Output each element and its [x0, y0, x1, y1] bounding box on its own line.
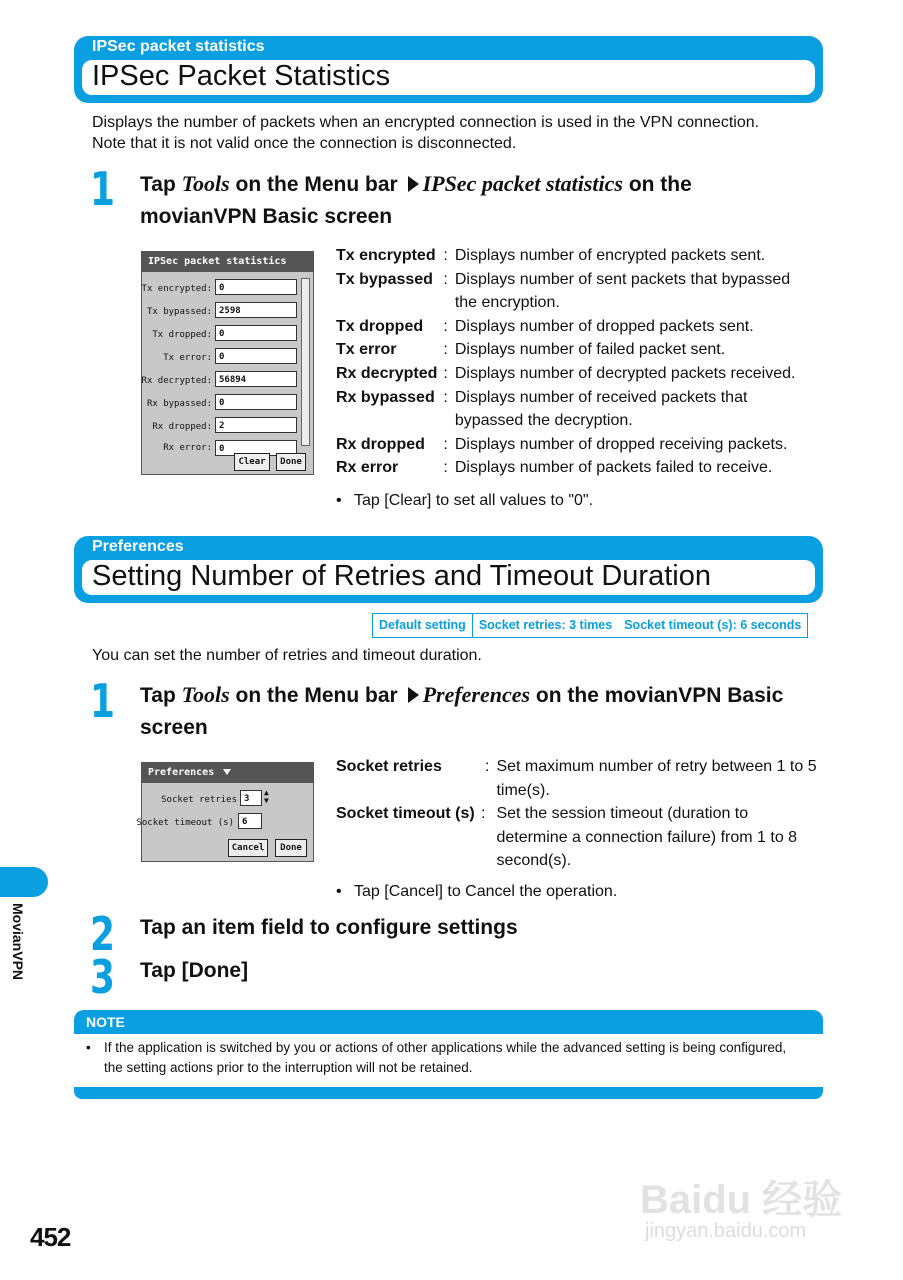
stat-row: Rx dropped:	[152, 422, 212, 432]
dropdown-arrow-icon[interactable]	[223, 769, 231, 775]
stat-field: 2	[215, 417, 297, 433]
def-row: Rx dropped : Displays number of dropped receiving packets.	[336, 435, 788, 453]
retries-field[interactable]: 3	[240, 790, 262, 806]
note-bullet: •	[86, 1040, 91, 1055]
stat-field: 0	[215, 440, 297, 456]
step-number: 1	[90, 162, 115, 216]
default-retries: Socket retries: 3 times	[478, 618, 613, 632]
step-number: 1	[90, 674, 115, 728]
note-header	[74, 1010, 823, 1034]
def-row: Rx error : Displays number of packets failed to receive.	[336, 459, 773, 477]
cancel-button[interactable]: Cancel	[228, 839, 268, 857]
stat-field: 0	[215, 279, 297, 295]
def-row: Socket retries : Set maximum number of retry between 1 to 5 time(s).	[336, 758, 817, 799]
stat-row: Tx dropped:	[152, 330, 212, 340]
arrow-right-icon	[408, 176, 419, 192]
def-row: Tx bypassed : Displays number of sent packets that bypassed the encryption.	[336, 270, 791, 312]
section-banner-ipsec	[74, 36, 823, 103]
def-row: Socket timeout (s) : Set the session timeout (duration to determine a connection failure) from 1 to 8 second(s).	[336, 805, 798, 870]
note-footer-bar	[74, 1087, 823, 1099]
section-title: IPSec Packet Statistics	[92, 60, 391, 92]
step-instruction: Tap [Done]	[140, 959, 249, 982]
stat-row: Rx bypassed:	[146, 399, 212, 409]
intro-paragraph: You can set the number of retries and timeout duration.	[92, 647, 482, 664]
screen-header: IPSec packet statistics	[142, 252, 313, 272]
def-row: Rx decrypted : Displays number of decrypted packets received.	[336, 364, 796, 382]
default-timeout: Socket timeout (s): 6 seconds	[624, 618, 802, 632]
stat-field: 56894	[215, 371, 297, 387]
intro-paragraph	[92, 112, 832, 154]
stat-field: 2598	[215, 302, 297, 318]
watermark-url: jingyan.baidu.com	[645, 1220, 807, 1242]
stat-row: Tx bypassed:	[146, 307, 212, 317]
stat-row: Rx decrypted:	[141, 376, 212, 386]
retries-row: Socket retries	[161, 795, 237, 805]
done-button[interactable]: Done	[275, 839, 307, 857]
step-instruction: Tap an item field to configure settings	[140, 916, 518, 939]
section-subtitle: IPSec packet statistics	[92, 38, 265, 55]
stat-field: 0	[215, 325, 297, 341]
step-instruction: Tap Tools on the Menu bar Preferences on the movianVPN Basic screen	[140, 682, 784, 739]
stat-row: Tx error:	[163, 353, 212, 363]
stat-field: 0	[215, 394, 297, 410]
step-number: 3	[90, 950, 115, 1004]
clear-button[interactable]: Clear	[234, 453, 270, 471]
ipsec-stats-screenshot	[141, 251, 314, 475]
preferences-definitions	[336, 755, 822, 873]
done-button[interactable]: Done	[276, 453, 306, 471]
default-setting-label: Default setting	[373, 614, 473, 637]
side-tab	[0, 867, 48, 897]
watermark-logo: Baidu 经验	[640, 1178, 843, 1222]
intro-line: Note that it is not valid once the connection is disconnected.	[92, 135, 517, 152]
stat-row: Tx encrypted:	[141, 284, 212, 294]
scrollbar[interactable]	[301, 278, 310, 446]
note-label: NOTE	[86, 1014, 125, 1030]
def-row: Tx error : Displays number of failed packet sent.	[336, 341, 726, 359]
preferences-screenshot	[136, 762, 314, 862]
arrow-right-icon	[408, 687, 419, 703]
section-subtitle: Preferences	[92, 538, 184, 555]
default-setting-box	[372, 613, 808, 638]
step-number: 2	[90, 907, 115, 961]
ipsec-definitions	[336, 244, 815, 480]
side-tab-label: MovianVPN	[10, 903, 26, 981]
stat-row: Rx error:	[163, 443, 212, 453]
note-text: If the application is switched by you or actions of other applications while the advanced setting is being configured, the setting actions prior to the interruption will not be retained.	[104, 1040, 787, 1075]
intro-line: Displays the number of packets when an encrypted connection is used in the VPN connection.	[92, 114, 760, 131]
def-row: Tx encrypted : Displays number of encrypted packets sent.	[336, 247, 766, 264]
section-banner-preferences	[74, 536, 823, 603]
timeout-field[interactable]: 6	[238, 813, 262, 829]
timeout-row: Socket timeout (s)	[136, 818, 234, 828]
section-title: Setting Number of Retries and Timeout Duration	[92, 560, 711, 592]
def-row: Tx dropped : Displays number of dropped packets sent.	[336, 317, 754, 335]
bullet-note: • Tap [Cancel] to Cancel the operation.	[354, 883, 617, 901]
def-row: Rx bypassed : Displays number of received packets that bypassed the decryption.	[336, 388, 748, 430]
step-instruction: Tap Tools on the Menu bar IPSec packet statistics on the movianVPN Basic screen	[140, 171, 692, 228]
page-number: 452	[30, 1222, 71, 1252]
stat-field: 0	[215, 348, 297, 364]
stepper-icon[interactable]: ▲ ▼	[264, 788, 269, 805]
bullet-note: • Tap [Clear] to set all values to "0".	[354, 492, 593, 510]
screen-header: Preferences	[142, 763, 313, 783]
